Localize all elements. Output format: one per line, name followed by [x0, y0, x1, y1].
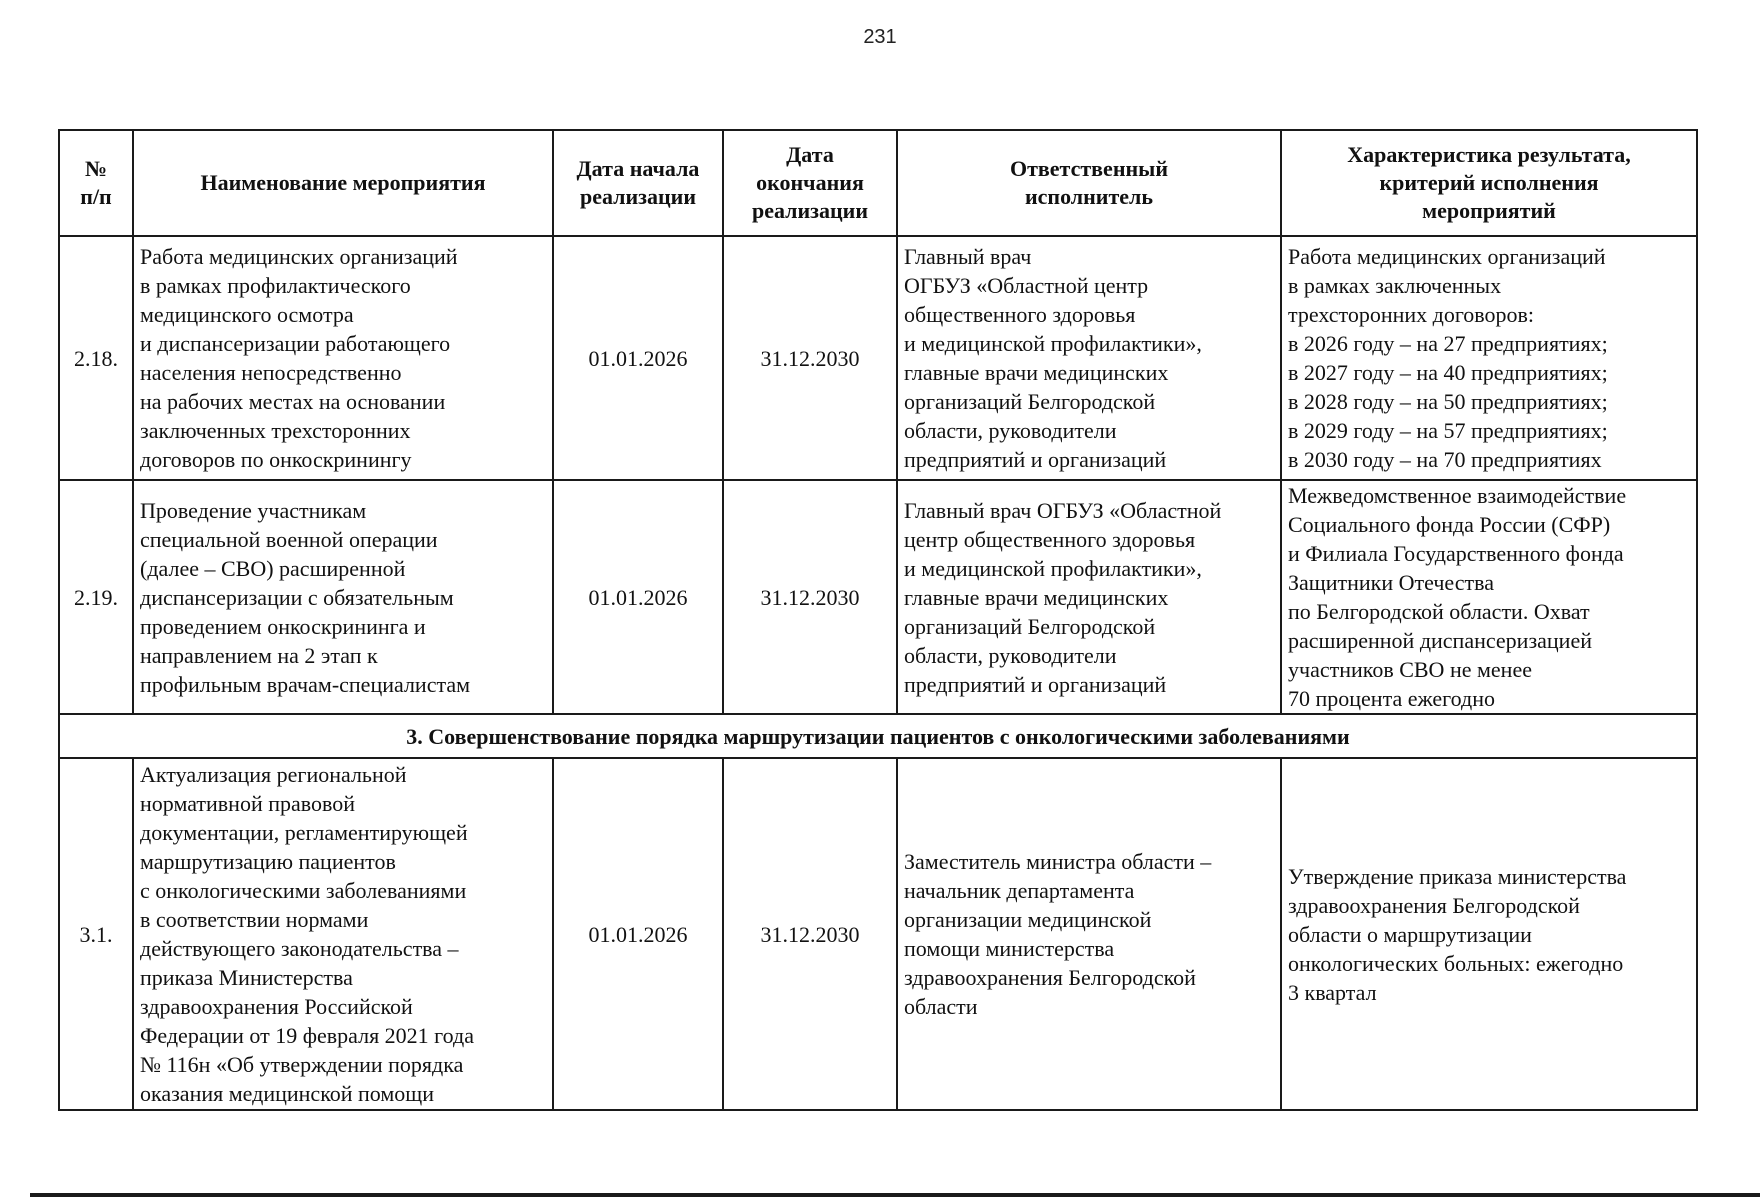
text-line: начальник департамента — [904, 878, 1135, 903]
text-line: медицинского осмотра — [140, 302, 354, 327]
end-date-cell: 31.12.2030 — [723, 236, 897, 480]
text-line: в 2027 году – на 40 предприятиях; — [1288, 360, 1608, 385]
text-line: (далее – СВО) расширенной — [140, 555, 406, 581]
section-title: 3. Совершенствование порядка маршрутизации пациентов с онкологическими заболеваниями — [59, 714, 1697, 758]
text-line: документации, регламентирующей — [140, 820, 468, 845]
text-line: ОГБУЗ «Областной центр — [904, 273, 1149, 298]
text-line: предприятий и организаций — [904, 447, 1167, 472]
table-header-row — [59, 130, 1697, 236]
responsible-cell — [897, 758, 1281, 1110]
text-line: Защитники Отечества — [1288, 570, 1494, 595]
text-line: и Филиала Государственного фонда — [1288, 541, 1624, 566]
table-row — [59, 480, 1697, 714]
text-line: организаций Белгородской — [904, 613, 1156, 639]
text-line: по Белгородской области. Охват — [1288, 599, 1590, 624]
text-line: в рамках заключенных — [1288, 273, 1502, 298]
text-line: предприятий и организаций — [904, 671, 1167, 697]
text-line: и медицинской профилактики», — [904, 331, 1202, 356]
text-line: в соответствии нормами — [140, 907, 369, 932]
text-line: здравоохранения Белгородской — [904, 965, 1196, 990]
end-date-cell: 31.12.2030 — [723, 758, 897, 1110]
text-line: в 2026 году – на 27 предприятиях; — [1288, 331, 1608, 356]
text-line: на рабочих местах на основании — [140, 389, 446, 414]
text-line: главные врачи медицинских — [904, 584, 1169, 610]
activities-table — [58, 129, 1698, 1111]
text-line: заключенных трехсторонних — [140, 418, 411, 443]
text-line: в рамках профилактического — [140, 273, 411, 298]
text-line: Работа медицинских организаций — [140, 244, 458, 269]
header-result — [1281, 130, 1697, 236]
text-line: нормативной правовой — [140, 791, 356, 816]
text-line: направлением на 2 этап к — [140, 642, 378, 668]
row-number: 2.18. — [59, 236, 133, 480]
start-date-cell: 01.01.2026 — [553, 480, 723, 714]
page-number: 231 — [863, 26, 897, 48]
text-line: области о маршрутизации — [1288, 921, 1532, 947]
header-end-line: окончания — [756, 170, 864, 195]
text-line: здравоохранения Белгородской — [1288, 892, 1580, 918]
text-line: действующего законодательства – — [140, 936, 459, 961]
start-date-cell: 01.01.2026 — [553, 758, 723, 1110]
header-result-line: Характеристика результата, — [1347, 142, 1631, 167]
text-line: и диспансеризации работающего — [140, 331, 451, 356]
text-line: 70 процента ежегодно — [1288, 686, 1495, 711]
text-line: Главный врач — [904, 244, 1032, 269]
table-row — [59, 758, 1697, 1110]
text-line: здравоохранения Российской — [140, 994, 413, 1019]
table-row — [59, 236, 1697, 480]
text-line: профильным врачам-специалистам — [140, 671, 471, 697]
text-line: приказа Министерства — [140, 965, 353, 990]
text-line: общественного здоровья — [904, 302, 1136, 327]
text-line: области — [904, 994, 978, 1019]
text-line: центр общественного здоровья — [904, 526, 1196, 552]
result-cell — [1281, 480, 1697, 714]
text-line: № 116н «Об утверждении порядка — [140, 1052, 464, 1077]
text-line: Актуализация региональной — [140, 762, 407, 787]
header-result-line: мероприятий — [1422, 198, 1556, 223]
header-start-date — [553, 130, 723, 236]
text-line: расширенной диспансеризацией — [1288, 628, 1592, 653]
header-start-line: Дата начала — [576, 156, 700, 181]
footer-rule — [30, 1193, 1760, 1197]
result-cell — [1281, 236, 1697, 480]
header-end-line: реализации — [751, 198, 869, 223]
text-line: в 2028 году – на 50 предприятиях; — [1288, 389, 1608, 414]
text-line: и медицинской профилактики», — [904, 555, 1202, 581]
activity-name-cell — [133, 758, 553, 1110]
header-num-line: № — [84, 156, 108, 181]
text-line: главные врачи медицинских — [904, 360, 1169, 385]
responsible-cell — [897, 480, 1281, 714]
text-line: с онкологическими заболеваниями — [140, 878, 467, 903]
activity-name-cell — [133, 236, 553, 480]
header-num-line: п/п — [80, 184, 112, 209]
header-responsible-line: исполнитель — [1024, 184, 1154, 209]
text-line: Работа медицинских организаций — [1288, 244, 1606, 269]
activity-name-cell — [133, 480, 553, 714]
text-line: Заместитель министра области – — [904, 849, 1212, 874]
text-line: договоров по онкоскринингу — [140, 447, 412, 472]
text-line: диспансеризации с обязательным — [140, 584, 454, 610]
text-line: в 2030 году – на 70 предприятиях — [1288, 447, 1602, 472]
text-line: населения непосредственно — [140, 360, 402, 385]
text-line: проведением онкоскрининга и — [140, 613, 426, 639]
header-name-line: Наименование мероприятия — [200, 170, 486, 195]
header-responsible — [897, 130, 1281, 236]
start-date-cell: 01.01.2026 — [553, 236, 723, 480]
text-line: организации медицинской — [904, 907, 1152, 932]
header-end-line: Дата — [786, 142, 834, 167]
header-num — [59, 130, 133, 236]
row-number: 2.19. — [59, 480, 133, 714]
end-date-cell: 31.12.2030 — [723, 480, 897, 714]
header-name — [133, 130, 553, 236]
text-line: маршрутизацию пациентов — [140, 849, 396, 874]
text-line: Утверждение приказа министерства — [1288, 863, 1627, 889]
text-line: оказания медицинской помощи — [140, 1081, 435, 1106]
text-line: Главный врач ОГБУЗ «Областной — [904, 497, 1222, 523]
text-line: организаций Белгородской — [904, 389, 1156, 414]
text-line: специальной военной операции — [140, 526, 438, 552]
row-number: 3.1. — [59, 758, 133, 1110]
text-line: онкологических больных: ежегодно — [1288, 950, 1624, 976]
text-line: Социального фонда России (СФР) — [1288, 512, 1611, 537]
header-start-line: реализации — [579, 184, 697, 209]
header-responsible-line: Ответственный — [1009, 156, 1169, 181]
text-line: участников СВО не менее — [1288, 657, 1532, 682]
text-line: помощи министерства — [904, 936, 1115, 961]
text-line: 3 квартал — [1288, 979, 1377, 1005]
text-line: Федерации от 19 февраля 2021 года — [140, 1023, 474, 1048]
header-end-date — [723, 130, 897, 236]
result-cell — [1281, 758, 1697, 1110]
text-line: области, руководители — [904, 642, 1117, 668]
text-line: Проведение участникам — [140, 497, 367, 523]
responsible-cell — [897, 236, 1281, 480]
header-result-line: критерий исполнения — [1379, 170, 1599, 195]
text-line: в 2029 году – на 57 предприятиях; — [1288, 418, 1608, 443]
text-line: Межведомственное взаимодействие — [1288, 483, 1627, 508]
section-row — [59, 714, 1697, 758]
text-line: области, руководители — [904, 418, 1117, 443]
text-line: трехсторонних договоров: — [1288, 302, 1535, 327]
